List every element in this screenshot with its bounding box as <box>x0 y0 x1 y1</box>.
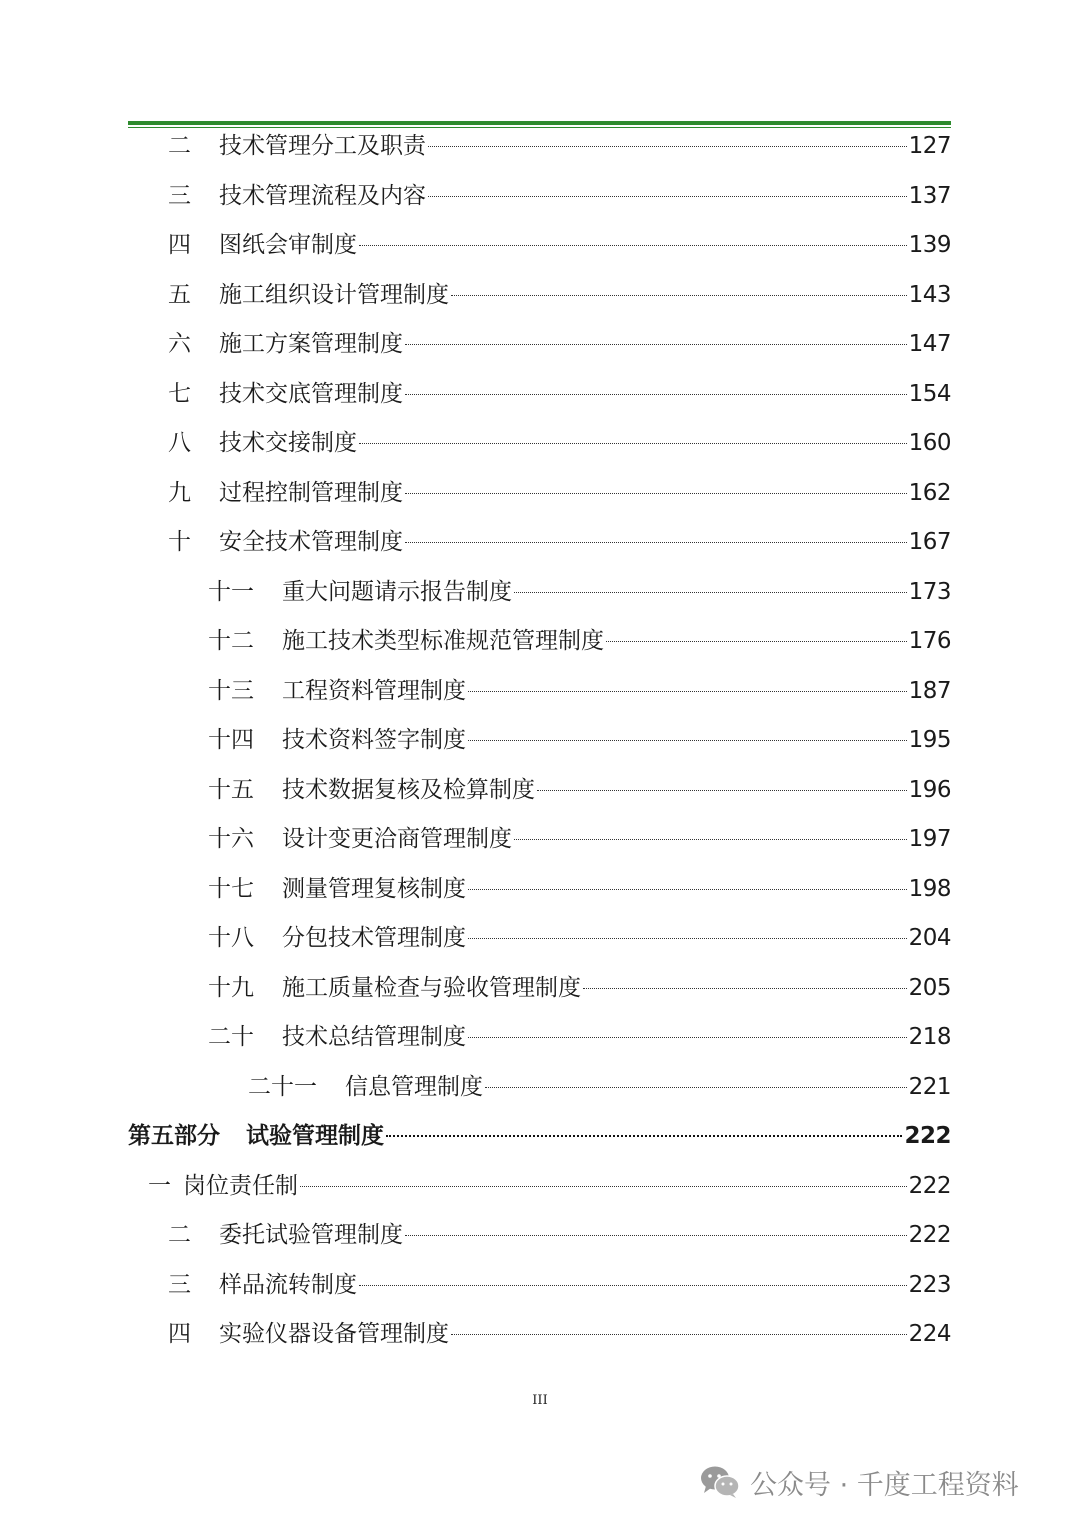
dot-leader <box>405 344 907 345</box>
toc-entry-number: 十二 <box>208 628 254 654</box>
dot-leader <box>359 245 907 246</box>
toc-entry-title: 技术资料签字制度 <box>282 727 466 753</box>
dot-leader <box>359 1285 907 1286</box>
toc-entry <box>168 423 951 463</box>
toc-entry-page: 205 <box>908 974 951 1001</box>
toc-entry-number: 三 <box>168 182 191 209</box>
toc-entry-page: 222 <box>904 1123 951 1149</box>
toc-entry <box>208 720 951 760</box>
dot-leader <box>405 542 907 543</box>
toc-entry-page: 167 <box>908 529 951 555</box>
toc-entry-title: 过程控制管理制度 <box>219 479 403 506</box>
toc-entry-number: 二十一 <box>248 1073 317 1100</box>
toc-entry-number: 二 <box>168 133 191 159</box>
toc-entry-title: 技术管理流程及内容 <box>219 182 426 209</box>
toc-entry-title: 分包技术管理制度 <box>282 925 466 951</box>
toc-entry-page: 137 <box>908 182 951 209</box>
toc-entry-title: 信息管理制度 <box>345 1073 483 1100</box>
toc-entry-title: 样品流转制度 <box>219 1271 357 1298</box>
toc-entry-number: 二十 <box>208 1024 254 1050</box>
toc-entry <box>208 621 951 661</box>
dot-leader <box>451 1334 907 1335</box>
toc-entry-title: 测量管理复核制度 <box>282 875 466 902</box>
toc-entry-title: 重大问题请示报告制度 <box>282 578 512 605</box>
toc-entry-number: 七 <box>168 380 191 407</box>
toc-part-heading <box>128 1116 951 1156</box>
toc-entry-number: 九 <box>168 479 191 506</box>
dot-leader <box>386 1135 902 1137</box>
toc-entry <box>208 869 951 909</box>
toc-entry-number: 十七 <box>208 875 254 902</box>
toc-entry-title: 施工质量检查与验收管理制度 <box>282 974 581 1001</box>
toc-entry-page: 154 <box>908 380 951 407</box>
toc-entry <box>208 572 951 612</box>
toc-entry-number: 十一 <box>208 578 254 605</box>
dot-leader <box>451 295 907 296</box>
dot-leader <box>514 839 907 840</box>
dot-leader <box>300 1186 907 1187</box>
toc-entry <box>208 671 951 711</box>
toc-entry-title: 安全技术管理制度 <box>219 529 403 555</box>
toc-entry-title: 试验管理制度 <box>246 1123 384 1149</box>
toc-entry-page: 196 <box>908 776 951 803</box>
toc-entry <box>168 225 951 265</box>
toc-entry-number: 二 <box>168 1222 191 1248</box>
toc-entry-page: 223 <box>908 1271 951 1298</box>
dot-leader <box>514 592 907 593</box>
toc-entry-page: 221 <box>908 1073 951 1100</box>
toc-entry <box>208 770 951 810</box>
watermark <box>700 1462 1019 1502</box>
toc-entry-number: 一 <box>148 1172 171 1199</box>
toc-entry-page: 143 <box>908 281 951 308</box>
dot-leader <box>405 493 907 494</box>
dot-leader <box>583 988 907 989</box>
dot-leader <box>468 938 907 939</box>
toc-entry-page: 222 <box>908 1222 951 1248</box>
toc-entry-page: 218 <box>908 1024 951 1050</box>
toc-entry-number: 十五 <box>208 776 254 803</box>
toc-entry-title: 技术总结管理制度 <box>282 1024 466 1050</box>
toc-entry <box>208 918 951 958</box>
wechat-icon <box>700 1465 740 1499</box>
toc-entry-title: 施工组织设计管理制度 <box>219 281 449 308</box>
toc-entry-page: 173 <box>908 578 951 605</box>
toc-entry-page: 204 <box>908 925 951 951</box>
toc-entry-title: 技术交底管理制度 <box>219 380 403 407</box>
toc-entry <box>168 1265 951 1305</box>
toc-entry-number: 四 <box>168 232 191 258</box>
toc-entry <box>168 126 951 166</box>
toc-entry-number: 五 <box>168 281 191 308</box>
toc-entry-title: 技术管理分工及职责 <box>219 133 426 159</box>
toc-entry-number: 十八 <box>208 925 254 951</box>
toc-entry-title: 施工技术类型标准规范管理制度 <box>282 628 604 654</box>
toc-entry-title: 委托试验管理制度 <box>219 1222 403 1248</box>
toc-entry-title: 实验仪器设备管理制度 <box>219 1321 449 1347</box>
dot-leader <box>428 146 907 147</box>
toc-entry-page: 160 <box>908 430 951 456</box>
header-rule-thick <box>128 121 951 125</box>
toc-entry-number: 第五部分 <box>128 1123 220 1149</box>
toc-entry <box>148 1166 951 1206</box>
dot-leader <box>468 740 907 741</box>
toc-entry <box>168 473 951 513</box>
dot-leader <box>606 641 907 642</box>
toc-entry-page: 139 <box>908 232 951 258</box>
watermark-text: 公众号 · 千度工程资料 <box>750 1469 1019 1501</box>
toc-entry-title: 设计变更洽商管理制度 <box>282 826 512 852</box>
toc-entry <box>168 1314 951 1354</box>
toc-entry-title: 工程资料管理制度 <box>282 677 466 704</box>
page-number: III <box>532 1393 548 1408</box>
dot-leader <box>537 790 907 791</box>
toc-entry <box>208 819 951 859</box>
toc-entry-number: 十六 <box>208 826 254 852</box>
toc-entry <box>168 275 951 315</box>
toc-entry-page: 198 <box>908 875 951 902</box>
dot-leader <box>485 1087 907 1088</box>
toc-entry <box>248 1067 951 1107</box>
toc-entry <box>168 176 951 216</box>
toc-entry-number: 十三 <box>208 677 254 704</box>
toc-entry-number: 三 <box>168 1271 191 1298</box>
toc-entry-number: 四 <box>168 1321 191 1347</box>
toc-entry-page: 197 <box>908 826 951 852</box>
toc-entry <box>208 968 951 1008</box>
toc-entry-page: 147 <box>908 331 951 357</box>
toc-entry-page: 127 <box>908 133 951 159</box>
toc-entry-title: 施工方案管理制度 <box>219 331 403 357</box>
toc-entry <box>168 374 951 414</box>
toc-entry-page: 222 <box>908 1172 951 1199</box>
toc-entry-page: 176 <box>908 628 951 654</box>
toc-entry-title: 技术交接制度 <box>219 430 357 456</box>
toc-entry <box>168 522 951 562</box>
dot-leader <box>428 196 907 197</box>
toc-entry-number: 十四 <box>208 727 254 753</box>
toc-entry-title: 技术数据复核及检算制度 <box>282 776 535 803</box>
toc-entry-page: 224 <box>908 1321 951 1347</box>
toc-entry-number: 八 <box>168 430 191 456</box>
toc-entry-title: 图纸会审制度 <box>219 232 357 258</box>
toc-entry-number: 六 <box>168 331 191 357</box>
toc-entry-number: 十九 <box>208 974 254 1001</box>
toc-entry <box>168 324 951 364</box>
dot-leader <box>405 1235 907 1236</box>
dot-leader <box>468 889 907 890</box>
toc-entry <box>168 1215 951 1255</box>
toc-entry <box>208 1017 951 1057</box>
toc-entry-title: 岗位责任制 <box>183 1172 298 1199</box>
toc-entry-page: 187 <box>908 677 951 704</box>
toc-entry-page: 195 <box>908 727 951 753</box>
toc-entry-page: 162 <box>908 479 951 506</box>
dot-leader <box>468 691 907 692</box>
dot-leader <box>405 394 907 395</box>
dot-leader <box>468 1037 907 1038</box>
dot-leader <box>359 443 907 444</box>
toc-entry-number: 十 <box>168 529 191 555</box>
